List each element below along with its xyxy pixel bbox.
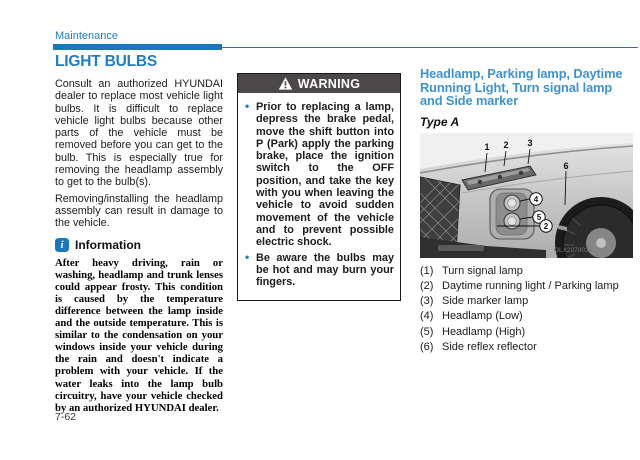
lamp-section-title: Headlamp, Parking lamp, Daytime Running Light, Turn signal lamp and Side marker [420, 66, 623, 109]
warning-header [238, 74, 400, 93]
section-title: LIGHT BULBS [55, 53, 157, 70]
type-a-label: Type A [420, 114, 460, 129]
header-rule-thick [53, 44, 222, 50]
left-column [55, 53, 223, 414]
warning-title: WARNING [297, 76, 361, 91]
callout-2-circled: 2 [543, 221, 549, 231]
callout-5: 5 [536, 212, 542, 222]
info-icon: i [55, 238, 69, 252]
paragraph: Consult an authorized HYUNDAI dealer to replace most vehicle light bulbs. It is difficult to replace vehicle light bulbs because other parts of the vehicle must be removed before you can get to the bulb. This is especially true for removing the headlamp assembly to get to the bulb(s). [55, 78, 223, 189]
legend-item: (4) Headlamp (Low) [420, 310, 523, 323]
legend-item: (3) Side marker lamp [420, 295, 529, 308]
warning-body [238, 93, 400, 300]
information-header [55, 238, 223, 252]
right-column [420, 67, 633, 356]
callout-3: 3 [527, 137, 533, 148]
legend-item: (2) Daytime running light / Parking lamp [420, 279, 619, 292]
warning-box [237, 73, 401, 301]
callout-2: 2 [503, 139, 509, 150]
figure-watermark: OLX2079034 [554, 246, 593, 254]
information-body: After heavy driving, rain or washing, headlamp and trunk lenses could appear frosty. This condition is caused by the temperature difference between the lamp inside and the outside temperature. This is similar to the condensation on your windows inside your vehicle during the rain and doesn't indicate a problem with your vehicle. If the water leaks into the lamp bulb circuitry, have your vehicle checked by an authorized HYUNDAI dealer. [55, 256, 223, 414]
lamp-legend [420, 265, 633, 354]
breadcrumb: Maintenance [55, 30, 118, 42]
legend-item: (1) Turn signal lamp [420, 264, 523, 277]
callout-6: 6 [563, 160, 569, 171]
header-rule-thin [222, 47, 638, 49]
page-number: 7-62 [55, 411, 77, 423]
warning-bullet: • Prior to replacing a lamp, depress the brake pedal, move the shift button into P (Park) apply the parking brake, place the ignition switch to the OFF position, and take the key with you when leaving the vehicle to avoid sudden movement of the vehicle and to prevent possible electric shock. [244, 101, 394, 249]
warning-bullet: • Be aware the bulbs may be hot and may burn your fingers. [244, 252, 394, 289]
paragraph: Removing/installing the headlamp assembly can result in damage to the vehicle. [55, 192, 223, 230]
legend-item: (5) Headlamp (High) [420, 325, 526, 338]
callout-4: 4 [533, 194, 539, 204]
car-figure [420, 133, 633, 258]
legend-item: (6) Side reflex reflector [420, 340, 537, 353]
warning-triangle-icon [278, 77, 293, 90]
information-title: Information [75, 237, 141, 252]
callout-1: 1 [484, 141, 490, 152]
